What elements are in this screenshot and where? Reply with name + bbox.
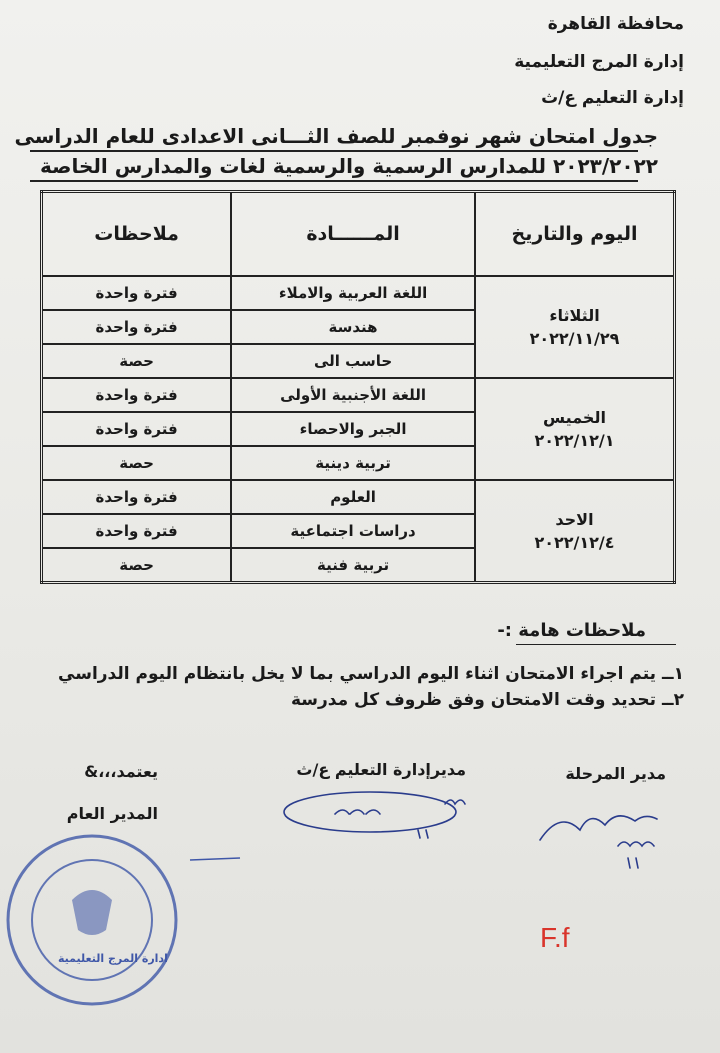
note-item-2: ٢ــ تحديد وقت الامتحان وفق ظروف كل مدرسة — [290, 690, 684, 710]
admin-signature-scribble — [335, 810, 380, 814]
note-cell: حصة — [42, 548, 232, 583]
note-item-1: ١ــ يتم اجراء الامتحان اثناء اليوم الدراسي بما لا يخل بانتظام اليوم الدراسي — [58, 664, 684, 684]
note-cell: حصة — [42, 446, 232, 480]
approval-label: يعتمد،،،& — [84, 762, 158, 781]
schedule-title-line2: ٢٠٢٣/٢٠٢٢ للمدارس الرسمية والرسمية لغات والمدارس الخاصة — [39, 154, 658, 178]
note-cell: فترة واحدة — [42, 310, 232, 344]
signature-oval — [284, 792, 456, 832]
subject-cell: حاسب الى — [231, 344, 475, 378]
note-cell: فترة واحدة — [42, 412, 232, 446]
subject-cell: هندسة — [231, 310, 475, 344]
stage-director-label: مدير المرحلة — [565, 764, 666, 783]
stage-signature-scribble — [540, 816, 657, 840]
watermark-label: F.f — [540, 922, 570, 953]
eagle-emblem-icon — [72, 890, 112, 935]
note-cell: فترة واحدة — [42, 514, 232, 548]
subject-cell: دراسات اجتماعية — [231, 514, 475, 548]
subject-cell: اللغة العربية والاملاء — [231, 276, 475, 310]
official-stamp — [8, 836, 240, 1004]
header-notes: ملاحظات — [42, 192, 232, 277]
admin-director-label: مديرإدارة التعليم ع/ث — [296, 760, 466, 779]
subject-cell: العلوم — [231, 480, 475, 514]
governorate-label: محافظة القاهرة — [547, 14, 684, 34]
note-cell: فترة واحدة — [42, 276, 232, 310]
day-date: ٢٠٢٢/١١/٢٩ — [529, 329, 620, 348]
day-name: الاحد — [555, 510, 594, 529]
subject-cell: الجبر والاحصاء — [231, 412, 475, 446]
subject-cell: تربية دينية — [231, 446, 475, 480]
header-day-date: اليوم والتاريخ — [475, 192, 675, 277]
subject-cell: اللغة الأجنبية الأولى — [231, 378, 475, 412]
stamp-text: ادارة المرج التعليمية — [58, 952, 168, 965]
education-admin-label: إدارة التعليم ع/ث — [541, 88, 684, 108]
stage-signature-marks — [628, 858, 638, 868]
day-name: الثلاثاء — [549, 306, 600, 325]
admin-signature-marks — [418, 830, 428, 838]
notes-title: ملاحظات هامة :- — [497, 620, 646, 641]
subject-cell: تربية فنية — [231, 548, 475, 583]
general-director-label: المدير العام — [66, 804, 158, 823]
note-cell: فترة واحدة — [42, 378, 232, 412]
schedule-title-line1: جدول امتحان شهر نوفمبر للصف الثـــانى الاعدادى للعام الدراسى — [14, 124, 658, 148]
day-date: ٢٠٢٢/١٢/١ — [534, 431, 615, 450]
header-subject: المــــــادة — [231, 192, 475, 277]
stage-signature-ticks — [618, 842, 654, 846]
note-cell: حصة — [42, 344, 232, 378]
directorate-label: إدارة المرج التعليمية — [514, 52, 684, 72]
note-cell: فترة واحدة — [42, 480, 232, 514]
day-date: ٢٠٢٢/١٢/٤ — [534, 533, 615, 552]
day-name: الخميس — [543, 408, 606, 427]
